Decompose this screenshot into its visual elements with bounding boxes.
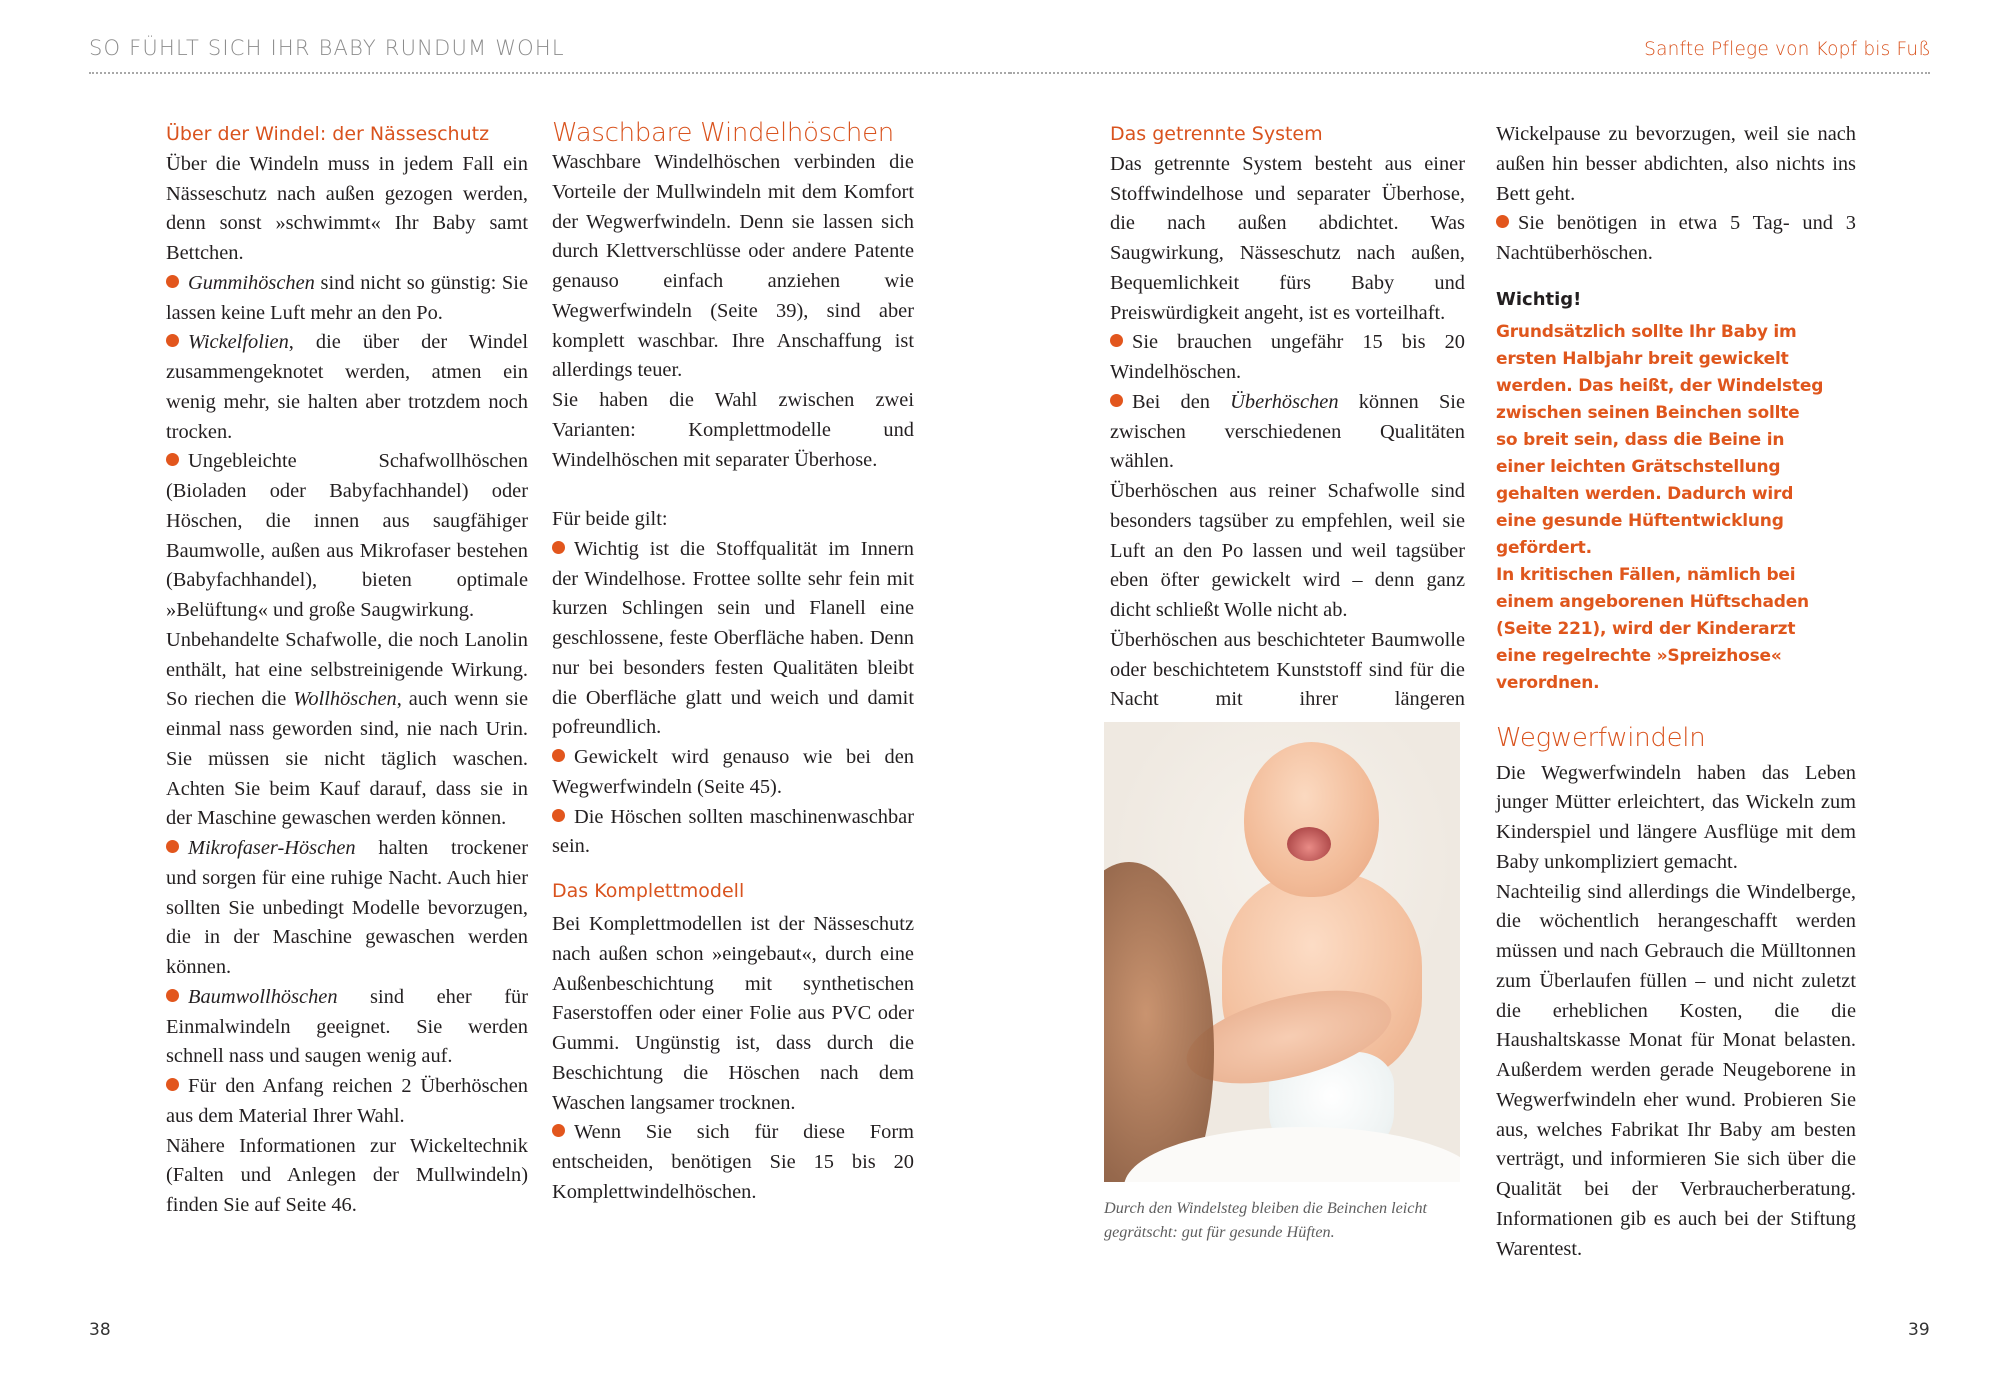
bullet-item — [552, 743, 914, 803]
bullet-item — [552, 535, 914, 743]
section-heading-getrennte-system: Das getrennte System — [1110, 123, 1323, 145]
bullet-text: Wichtig ist die Stoffqualität im Innern der Windelhose. Frottee sollte sehr fein mit kurzen Schlingen sein und Flanell eine geschlossene, feste Oberfläche haben. Denn nur bei besonders festen Qualitäten bleibt die Oberfläche glatt und weich und damit pofreundlich. — [552, 537, 914, 739]
spacer — [1496, 697, 1856, 721]
paragraph — [166, 1132, 528, 1221]
section-heading-wegwerfwindeln: Wegwerfwindeln — [1496, 722, 1706, 753]
emphasis: Wollhöschen — [293, 688, 397, 711]
paragraph: Bei Komplettmodellen ist der Nässeschutz nach außen schon »eingebaut«, durch eine Außenbeschichtung mit synthetischen Faserstoffen oder einer Folie aus PVC oder Gummi. Ungünstig ist, dass durch die Beschichtung die Höschen nach dem Waschen langsamer trocknen. — [552, 913, 914, 1114]
baby-mouth — [1287, 827, 1331, 861]
paragraph: Waschbare Windelhöschen verbinden die Vorteile der Mullwindeln mit dem Komfort der Wegwerfwindeln. Denn sie lassen sich durch Klettverschlüsse oder andere Patente genauso einfach anziehen wie Wegwerfwindeln (Seite 39), sind aber komplett waschbar. Ihre Anschaffung ist allerdings teuer. — [552, 151, 914, 382]
paragraph: Überhöschen aus beschichteter Baumwolle oder beschichtetem Kunststoff sind für die Nacht mit ihrer längeren — [1110, 628, 1465, 711]
paragraph: Sie haben die Wahl zwischen zwei Varianten: Komplettmodelle und Windelhöschen mit separater Überhose. — [552, 389, 914, 471]
paragraph-text: Unbehandelte Schafwolle, die noch Lanolin enthält, hat eine selbstreinigende Wirkung. So riechen die — [166, 628, 528, 711]
page-number-right: 39 — [1908, 1320, 1930, 1340]
column-1 — [166, 120, 528, 1221]
bullet-text: Bei den — [1132, 390, 1231, 413]
column-2 — [552, 116, 914, 1208]
bullet-dot-icon — [552, 1124, 565, 1137]
emphasis: Wickelfolien — [188, 331, 289, 354]
paragraph-text: Nähere Informationen zur Wickeltechnik (Falten und Anlegen der Mullwindeln) finden Sie auf Seite 46. — [166, 1134, 528, 1216]
bullet-dot-icon — [1110, 394, 1123, 407]
bullet-dot-icon — [166, 334, 179, 347]
bullet-item — [166, 834, 528, 983]
bullet-item — [1496, 209, 1856, 269]
bullet-text: , die über der Windel zusammengeknotet werden, atmen ein wenig mehr, sie halten aber trotzdem noch trocken. — [166, 331, 528, 443]
bullet-text: sind nicht so günstig: Sie lassen keine Luft mehr an den Po. — [166, 271, 528, 324]
bullet-dot-icon — [166, 1078, 179, 1091]
bullet-text: Die Höschen sollten maschinenwaschbar sein. — [552, 805, 914, 858]
bullet-dot-icon — [166, 275, 179, 288]
spacer — [552, 475, 914, 505]
bullet-dot-icon — [552, 809, 565, 822]
section-heading-waschbare-windelhoeschen: Waschbare Windelhöschen — [552, 118, 894, 148]
paragraph: Überhöschen aus reiner Schafwolle sind besonders tagsüber zu empfehlen, weil sie Luft an den Po lassen und weil tagsüber eben öfter gewickelt wird – denn ganz dicht schließt Wolle nicht ab. — [1110, 480, 1465, 621]
photo-caption: Durch den Windelsteg bleiben die Beinchen leicht gegrätscht: gut für gesunde Hüften. — [1104, 1199, 1428, 1241]
page-number-left: 38 — [89, 1320, 111, 1340]
section-heading-naesseschutz: Über der Windel: der Nässeschutz — [166, 123, 490, 145]
spacer — [552, 862, 914, 872]
paragraph: Das getrennte System besteht aus einer Stoffwindelhose und separater Überhose, die nach außen abdichtet. Was Saugwirkung, Nässeschutz nach außen, Bequemlichkeit fürs Baby und Preiswürdigkeit angeht, ist es vorteilhaft. — [1110, 152, 1465, 324]
bullet-text: sind eher für Einmalwindeln geeignet. Sie werden schnell nass und saugen wenig auf. — [166, 985, 528, 1068]
baby-photo — [1104, 722, 1460, 1182]
section-heading-komplettmodell: Das Komplettmodell — [552, 880, 745, 902]
bullet-item — [552, 1118, 914, 1207]
paragraph: Nachteilig sind allerdings die Windelberge, die wöchentlich herangeschafft werden müssen und nach Gebrauch die Mülltonnen zum Überlaufen füllen – und nicht zuletzt die erheblichen Kosten, die die Haushaltskasse Monat für Monat belasten. Außerdem werden gerade Neugeborene in Wegwerfwindeln eher wund. Probieren Sie aus, welches Fabrikat Ihr Baby am besten verträgt, und informieren Sie sich über die Qualität bei der Verbraucherberatung. Informationen gib es auch bei der Stiftung Warentest. — [1496, 880, 1856, 1260]
baby-head — [1244, 742, 1379, 897]
bullet-dot-icon — [552, 749, 565, 762]
emphasis: Mikrofaser-Höschen — [188, 837, 356, 859]
bullet-item — [552, 803, 914, 863]
bullet-item — [1110, 388, 1465, 477]
bullet-text: können Sie zwischen verschiedenen Qualitäten wählen. — [1110, 390, 1465, 473]
bullet-item — [166, 983, 528, 1072]
bullet-dot-icon — [166, 989, 179, 1002]
column-4 — [1496, 120, 1856, 1264]
emphasis: Gummihöschen — [188, 271, 315, 294]
bullet-dot-icon — [1496, 215, 1509, 228]
paragraph: Für beide gilt: — [552, 508, 668, 530]
paragraph: Die Wegwerfwindeln haben das Leben junger Mütter erleichtert, das Wickeln zum Kinderspiel und längere Ausflüge mit dem Baby unkompliziert gemacht. — [1496, 761, 1856, 873]
bullet-dot-icon — [1110, 334, 1123, 347]
bullet-text: Wenn Sie sich für diese Form entscheiden, benötigen Sie 15 bis 20 Komplettwindelhöschen. — [552, 1121, 914, 1203]
bullet-dot-icon — [166, 840, 179, 853]
important-box-title: Wichtig! — [1496, 288, 1582, 310]
bullet-text: Für den Anfang reichen 2 Überhöschen aus dem Material Ihrer Wahl. — [166, 1075, 528, 1127]
bullet-item — [166, 1072, 528, 1132]
bullet-item — [166, 328, 528, 447]
paragraph-text: , auch wenn sie einmal nass geworden sind, nie nach Urin. Sie müssen sie nicht täglich waschen. Achten Sie beim Kauf darauf, dass sie in der Maschine gewaschen werden können. — [166, 688, 528, 830]
bullet-text: Gewickelt wird genauso wie bei den Wegwerfwindeln (Seite 45). — [552, 746, 914, 798]
important-text: Grundsätzlich sollte Ihr Baby im ersten Halbjahr breit gewickelt werden. Das heißt, der Windelsteg zwischen seinen Beinchen sollte so breit sein, dass die Beine in einer leichten Grätschstellung gehalten werden. Dadurch wird eine gesunde Hüftentwicklung gefördert. — [1496, 321, 1824, 558]
bullet-text: Sie brauchen ungefähr 15 bis 20 Windelhöschen. — [1110, 331, 1465, 383]
bullet-item — [166, 447, 528, 626]
emphasis: Baumwollhöschen — [188, 985, 338, 1008]
important-text: In kritischen Fällen, nämlich bei einem angeborenen Hüftschaden (Seite 221), wird der Kinderarzt eine regelrechte »Spreizhose« verordnen. — [1496, 564, 1809, 693]
bullet-dot-icon — [552, 541, 565, 554]
bullet-item — [166, 269, 528, 329]
important-box — [1496, 319, 1826, 697]
bullet-item — [1110, 328, 1465, 388]
bullet-text: Sie benötigen in etwa 5 Tag- und 3 Nachtüberhöschen. — [1496, 212, 1856, 264]
paragraph-text: Über die Windeln muss in jedem Fall ein Nässeschutz nach außen gezogen werden, denn sonst »schwimmt« Ihr Baby samt Bettchen. — [166, 152, 528, 264]
bullet-text: Ungebleichte Schafwollhöschen (Bioladen oder Babyfachhandel) oder Höschen, die innen aus saugfähiger Baumwolle, außen aus Mikrofaser bestehen (Babyfachhandel), bieten optimale »Belüftung« und große Saugwirkung. — [166, 450, 528, 621]
running-head-right: Sanfte Pflege von Kopf bis Fuß — [1644, 39, 1931, 60]
paragraph — [166, 150, 528, 269]
dotted-rule-right — [1010, 72, 1930, 74]
running-head-left: SO FÜHLT SICH IHR BABY RUNDUM WOHL — [89, 36, 565, 60]
emphasis: Überhöschen — [1230, 390, 1339, 413]
paragraph — [166, 626, 528, 834]
bullet-dot-icon — [166, 453, 179, 466]
paragraph: Wickelpause zu bevorzugen, weil sie nach außen hin besser abdichten, also nichts ins Bett geht. — [1496, 123, 1856, 205]
dotted-rule-left — [89, 72, 1010, 74]
column-3 — [1110, 120, 1465, 715]
spacer — [1496, 269, 1856, 285]
bullet-text: halten trockener und sorgen für eine ruhige Nacht. Auch hier sollten Sie unbedingt Modelle bevorzugen, die in der Maschine gewaschen werden können. — [166, 837, 528, 978]
